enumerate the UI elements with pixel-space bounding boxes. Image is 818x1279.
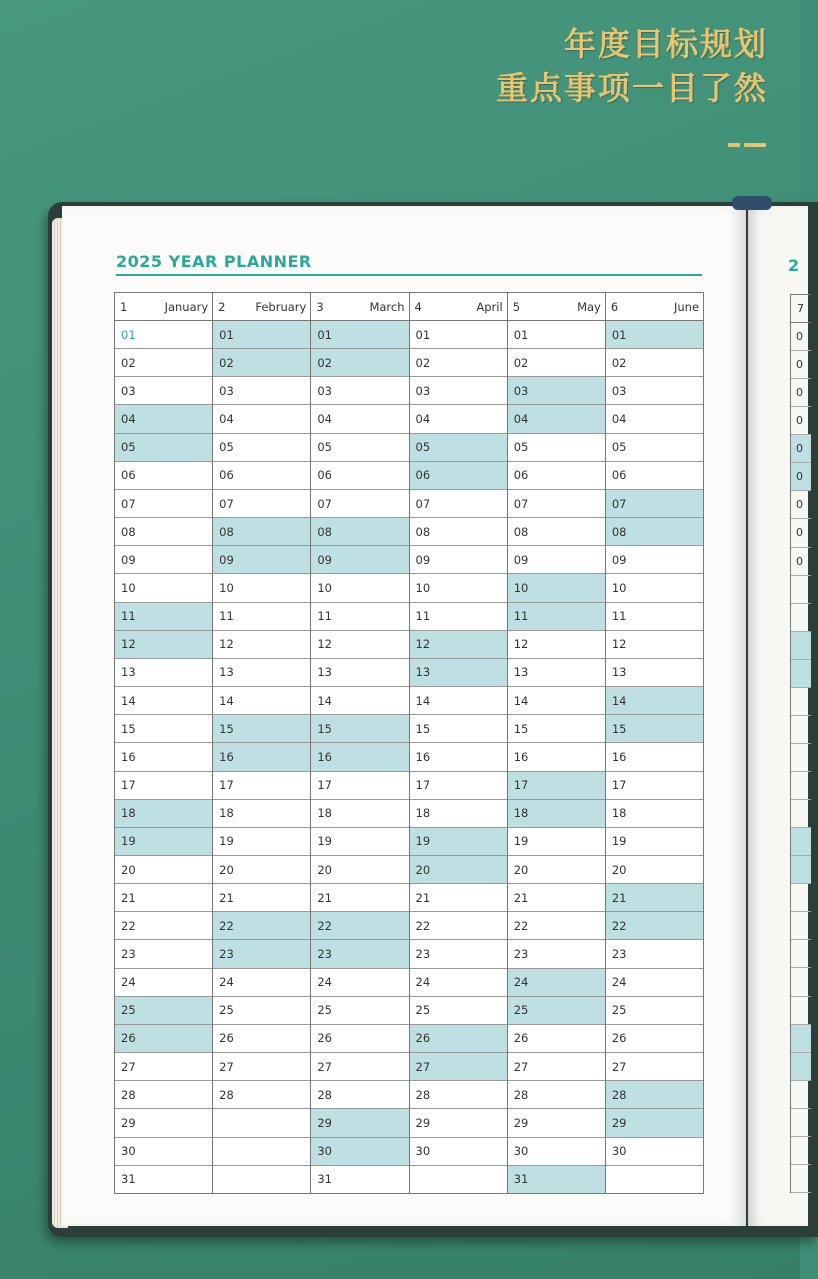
- day-cell[interactable]: 07: [508, 490, 605, 518]
- month-number: 5: [512, 299, 521, 314]
- day-cell[interactable]: 17: [311, 772, 408, 800]
- month-name: June: [673, 299, 700, 314]
- day-cell[interactable]: 11: [311, 603, 408, 631]
- right-page-day-cell: 0: [791, 351, 811, 379]
- month-number: 6: [610, 299, 619, 314]
- day-cell[interactable]: 05: [508, 434, 605, 462]
- right-page-day-cell: 0: [791, 323, 811, 351]
- day-cell[interactable]: 30: [606, 1138, 703, 1166]
- day-cell[interactable]: 12: [410, 631, 507, 659]
- day-cell[interactable]: 25: [606, 997, 703, 1025]
- day-cell[interactable]: 25: [311, 997, 408, 1025]
- day-cell[interactable]: 27: [115, 1053, 212, 1081]
- day-cell[interactable]: 07: [606, 490, 703, 518]
- right-page-day-cell: [791, 1137, 811, 1165]
- day-cell[interactable]: 17: [508, 772, 605, 800]
- title-underline: [116, 274, 702, 276]
- day-cell[interactable]: 03: [410, 377, 507, 405]
- day-cell[interactable]: 01: [213, 321, 310, 349]
- planner-title: 2025 YEAR PLANNER: [116, 252, 312, 271]
- day-cell[interactable]: 19: [410, 828, 507, 856]
- day-cell[interactable]: 24: [508, 969, 605, 997]
- day-cell[interactable]: 08: [115, 518, 212, 546]
- day-cell[interactable]: 28: [311, 1081, 408, 1109]
- right-page-day-cell: [791, 1053, 811, 1081]
- day-cell[interactable]: 09: [606, 546, 703, 574]
- day-cell[interactable]: 01: [311, 321, 408, 349]
- day-cell[interactable]: 09: [213, 546, 310, 574]
- day-cell[interactable]: 16: [213, 743, 310, 771]
- right-page-day-cell: [791, 660, 811, 688]
- day-cell[interactable]: [213, 1166, 310, 1193]
- day-cell[interactable]: 01: [606, 321, 703, 349]
- day-cell[interactable]: 18: [508, 800, 605, 828]
- day-cell[interactable]: 22: [115, 912, 212, 940]
- day-cell[interactable]: 26: [115, 1025, 212, 1053]
- day-cell[interactable]: 12: [311, 631, 408, 659]
- day-cell[interactable]: 01: [508, 321, 605, 349]
- day-cell[interactable]: 02: [606, 349, 703, 377]
- month-name: April: [476, 299, 503, 314]
- day-cell[interactable]: 22: [213, 912, 310, 940]
- month-column-april: [410, 293, 508, 1193]
- day-cell[interactable]: 15: [508, 715, 605, 743]
- day-cell[interactable]: 02: [311, 349, 408, 377]
- day-cell[interactable]: 05: [213, 434, 310, 462]
- month-name: March: [369, 299, 405, 314]
- day-cell[interactable]: 31: [317, 1172, 332, 1187]
- month-column-june: [606, 293, 703, 1193]
- month-column-may: [508, 293, 606, 1193]
- day-cell[interactable]: 28: [508, 1081, 605, 1109]
- day-cell[interactable]: 25: [508, 997, 605, 1025]
- dash-short: [728, 143, 740, 147]
- month-column-february: [213, 293, 311, 1193]
- day-cell[interactable]: 02: [213, 349, 310, 377]
- day-cell[interactable]: 15: [606, 715, 703, 743]
- day-cell[interactable]: 03: [115, 377, 212, 405]
- day-cell[interactable]: 16: [606, 743, 703, 771]
- day-cell[interactable]: 26: [508, 1025, 605, 1053]
- day-cell[interactable]: 27: [213, 1053, 310, 1081]
- headline-line-2: 重点事项一目了然: [495, 69, 768, 107]
- day-cell[interactable]: 07: [311, 490, 408, 518]
- day-cell[interactable]: 03: [606, 377, 703, 405]
- day-cell[interactable]: 27: [508, 1053, 605, 1081]
- right-page-day-cell: [791, 968, 811, 996]
- day-cell[interactable]: 18: [115, 800, 212, 828]
- day-cell[interactable]: 13: [311, 659, 408, 687]
- day-cell[interactable]: 10: [115, 574, 212, 602]
- right-page-day-cell: 0: [791, 435, 811, 463]
- right-page-day-cell: 0: [791, 491, 811, 519]
- day-cell[interactable]: 05: [311, 434, 408, 462]
- day-cell[interactable]: 22: [311, 912, 408, 940]
- month-header: [115, 293, 212, 321]
- right-page-day-cell: [791, 1165, 811, 1193]
- headline-line-1: 年度目标规划: [563, 25, 768, 63]
- day-cell[interactable]: 21: [311, 884, 408, 912]
- day-cell[interactable]: 23: [311, 940, 408, 968]
- day-cell[interactable]: 22: [508, 912, 605, 940]
- day-cell[interactable]: 24: [213, 969, 310, 997]
- day-cell[interactable]: 22: [410, 912, 507, 940]
- decorative-dashes: [728, 143, 766, 149]
- right-page-day-cell: [791, 744, 811, 772]
- day-cell[interactable]: 02: [410, 349, 507, 377]
- right-page-day-cell: [791, 800, 811, 828]
- month-name: May: [577, 299, 601, 314]
- day-cell[interactable]: 26: [311, 1025, 408, 1053]
- day-cell[interactable]: 04: [410, 405, 507, 433]
- month-header: [213, 293, 310, 321]
- day-cell[interactable]: 01: [410, 321, 507, 349]
- day-cell[interactable]: 06: [606, 462, 703, 490]
- day-cell[interactable]: 11: [115, 603, 212, 631]
- day-cell[interactable]: 16: [410, 743, 507, 771]
- day-cell[interactable]: 28: [213, 1081, 310, 1109]
- day-cell[interactable]: 18: [213, 800, 310, 828]
- day-cell[interactable]: 27: [606, 1053, 703, 1081]
- right-page-day-cell: [791, 1025, 811, 1053]
- day-cell[interactable]: 25: [115, 997, 212, 1025]
- day-cell[interactable]: 12: [213, 631, 310, 659]
- day-cell[interactable]: 24: [410, 969, 507, 997]
- day-cell[interactable]: 28: [115, 1081, 212, 1109]
- right-page-day-cell: [791, 828, 811, 856]
- right-page-day-cell: [791, 912, 811, 940]
- right-page-day-cell: [791, 1081, 811, 1109]
- day-cell[interactable]: 11: [410, 603, 507, 631]
- day-cell[interactable]: 02: [115, 349, 212, 377]
- month-header: [508, 293, 605, 321]
- day-cell[interactable]: 30: [508, 1138, 605, 1166]
- day-cell[interactable]: 10: [213, 574, 310, 602]
- day-cell[interactable]: 19: [508, 828, 605, 856]
- day-cell[interactable]: 14: [311, 687, 408, 715]
- month-column-march: [311, 293, 409, 1193]
- day-cell[interactable]: 05: [410, 434, 507, 462]
- day-cell[interactable]: 17: [606, 772, 703, 800]
- day-cell[interactable]: 15: [311, 715, 408, 743]
- day-cell[interactable]: 26: [606, 1025, 703, 1053]
- day-cell[interactable]: 05: [606, 434, 703, 462]
- day-cell[interactable]: 15: [213, 715, 310, 743]
- day-cell[interactable]: 23: [115, 940, 212, 968]
- day-cell[interactable]: 08: [508, 518, 605, 546]
- day-cell[interactable]: 29: [508, 1109, 605, 1137]
- day-cell[interactable]: 31: [121, 1172, 136, 1187]
- day-cell[interactable]: 28: [410, 1081, 507, 1109]
- day-cell[interactable]: 12: [606, 631, 703, 659]
- day-cell[interactable]: 10: [311, 574, 408, 602]
- month-header: [606, 293, 703, 321]
- day-cell[interactable]: 11: [213, 603, 310, 631]
- month-header: [410, 293, 507, 321]
- day-cell[interactable]: 09: [311, 546, 408, 574]
- day-cell[interactable]: 24: [606, 969, 703, 997]
- day-cell[interactable]: 06: [115, 462, 212, 490]
- day-cell[interactable]: 24: [115, 969, 212, 997]
- day-cell[interactable]: 11: [606, 603, 703, 631]
- day-cell[interactable]: 17: [213, 772, 310, 800]
- day-cell[interactable]: 03: [311, 377, 408, 405]
- month-number: 4: [414, 299, 422, 314]
- day-cell[interactable]: 20: [311, 856, 408, 884]
- day-cell[interactable]: 06: [311, 462, 408, 490]
- day-cell[interactable]: 16: [311, 743, 408, 771]
- day-cell[interactable]: 08: [311, 518, 408, 546]
- right-page-day-cell: [791, 940, 811, 968]
- day-cell[interactable]: 23: [213, 940, 310, 968]
- day-cell[interactable]: 28: [606, 1081, 703, 1109]
- day-cell[interactable]: 20: [410, 856, 507, 884]
- planner-grid: [114, 292, 704, 1194]
- right-page-day-cell: [791, 884, 811, 912]
- right-page-day-cell: 0: [791, 519, 811, 547]
- day-cell[interactable]: 07: [115, 490, 212, 518]
- day-cell[interactable]: [410, 1166, 507, 1193]
- day-cell[interactable]: 04: [115, 405, 212, 433]
- right-page-day-cell: [791, 632, 811, 660]
- day-cell[interactable]: 31: [508, 1166, 605, 1193]
- day-cell[interactable]: 13: [115, 659, 212, 687]
- month-column-january: [115, 293, 213, 1193]
- day-cell[interactable]: 10: [508, 574, 605, 602]
- day-cell[interactable]: 20: [606, 856, 703, 884]
- right-page-day-cell: [791, 688, 811, 716]
- day-cell[interactable]: 14: [410, 687, 507, 715]
- month-name: February: [255, 299, 307, 314]
- day-cell[interactable]: 21: [606, 884, 703, 912]
- day-cell[interactable]: 19: [311, 828, 408, 856]
- month-name: January: [164, 299, 209, 314]
- day-cell[interactable]: 23: [606, 940, 703, 968]
- day-cell[interactable]: 22: [606, 912, 703, 940]
- day-cell[interactable]: 07: [410, 490, 507, 518]
- day-cell[interactable]: 08: [606, 518, 703, 546]
- month-number: 1: [120, 299, 128, 314]
- day-cell[interactable]: 27: [311, 1053, 408, 1081]
- day-cell[interactable]: 10: [410, 574, 507, 602]
- month-number: 3: [316, 299, 324, 314]
- day-cell[interactable]: 29: [115, 1109, 212, 1137]
- dash-long: [744, 143, 766, 147]
- day-cell[interactable]: 19: [115, 828, 212, 856]
- day-cell[interactable]: 11: [508, 603, 605, 631]
- right-page-day-cell: [791, 576, 811, 604]
- day-cell[interactable]: 13: [410, 659, 507, 687]
- day-cell[interactable]: [606, 1166, 703, 1193]
- day-cell[interactable]: 04: [311, 405, 408, 433]
- day-cell[interactable]: 14: [606, 687, 703, 715]
- day-cell[interactable]: 09: [410, 546, 507, 574]
- right-page-day-cell: [791, 1109, 811, 1137]
- day-cell[interactable]: 25: [213, 997, 310, 1025]
- day-cell[interactable]: 05: [115, 434, 212, 462]
- right-page-day-cell: 0: [791, 407, 811, 435]
- day-cell[interactable]: 03: [213, 377, 310, 405]
- day-cell[interactable]: 07: [213, 490, 310, 518]
- right-page-day-cell: [791, 856, 811, 884]
- day-cell[interactable]: 03: [508, 377, 605, 405]
- day-cell[interactable]: 20: [213, 856, 310, 884]
- right-page-grid: [790, 294, 811, 1193]
- day-cell[interactable]: 26: [213, 1025, 310, 1053]
- day-cell[interactable]: 09: [115, 546, 212, 574]
- day-cell[interactable]: 13: [606, 659, 703, 687]
- day-cell[interactable]: 14: [213, 687, 310, 715]
- day-cell[interactable]: 12: [115, 631, 212, 659]
- day-cell[interactable]: 15: [410, 715, 507, 743]
- day-cell[interactable]: 16: [115, 743, 212, 771]
- day-cell[interactable]: 08: [410, 518, 507, 546]
- day-cell[interactable]: 27: [410, 1053, 507, 1081]
- day-cell[interactable]: 04: [508, 405, 605, 433]
- month-header: [311, 293, 408, 321]
- day-cell[interactable]: 30: [311, 1138, 408, 1166]
- day-cell[interactable]: 24: [311, 969, 408, 997]
- day-cell[interactable]: 02: [508, 349, 605, 377]
- headline: [496, 22, 768, 110]
- day-cell[interactable]: 06: [213, 462, 310, 490]
- right-page-day-cell: [791, 604, 811, 632]
- day-cell[interactable]: 14: [508, 687, 605, 715]
- day-cell[interactable]: 30: [115, 1138, 212, 1166]
- day-cell[interactable]: 18: [311, 800, 408, 828]
- day-cell[interactable]: 26: [410, 1025, 507, 1053]
- day-cell[interactable]: 10: [606, 574, 703, 602]
- day-cell[interactable]: 04: [213, 405, 310, 433]
- right-page-day-cell: 0: [791, 548, 811, 576]
- day-cell[interactable]: 19: [606, 828, 703, 856]
- day-cell[interactable]: 13: [508, 659, 605, 687]
- day-cell[interactable]: [213, 1109, 310, 1137]
- right-page-day-cell: [791, 997, 811, 1025]
- right-page-day-cell: [791, 772, 811, 800]
- day-cell[interactable]: 18: [410, 800, 507, 828]
- day-cell[interactable]: 17: [115, 772, 212, 800]
- day-cell[interactable]: 20: [508, 856, 605, 884]
- right-page-day-cell: [791, 716, 811, 744]
- day-cell[interactable]: 12: [508, 631, 605, 659]
- day-cell[interactable]: 20: [115, 856, 212, 884]
- day-cell[interactable]: 21: [115, 884, 212, 912]
- day-cell[interactable]: 23: [508, 940, 605, 968]
- day-cell[interactable]: 06: [508, 462, 605, 490]
- day-cell[interactable]: 29: [606, 1109, 703, 1137]
- right-page-day-cell: 0: [791, 463, 811, 491]
- day-cell[interactable]: 25: [410, 997, 507, 1025]
- day-cell[interactable]: 06: [410, 462, 507, 490]
- day-cell[interactable]: 21: [213, 884, 310, 912]
- day-cell[interactable]: 17: [410, 772, 507, 800]
- day-cell[interactable]: 19: [213, 828, 310, 856]
- day-cell[interactable]: 15: [115, 715, 212, 743]
- day-cell[interactable]: 01: [115, 321, 212, 349]
- day-cell[interactable]: [213, 1138, 310, 1166]
- day-cell[interactable]: 08: [213, 518, 310, 546]
- day-cell[interactable]: 16: [508, 743, 605, 771]
- day-cell[interactable]: 29: [410, 1109, 507, 1137]
- day-cell[interactable]: 04: [606, 405, 703, 433]
- right-page-header: 7: [791, 295, 811, 323]
- right-page-title: 2: [788, 256, 800, 275]
- ribbon-bookmark: [732, 196, 772, 210]
- day-cell[interactable]: 09: [508, 546, 605, 574]
- day-cell[interactable]: 13: [213, 659, 310, 687]
- day-cell[interactable]: 29: [311, 1109, 408, 1137]
- day-cell[interactable]: 14: [115, 687, 212, 715]
- day-cell[interactable]: 30: [410, 1138, 507, 1166]
- day-cell[interactable]: 21: [508, 884, 605, 912]
- month-number: 2: [218, 299, 226, 314]
- right-page-day-cell: 0: [791, 379, 811, 407]
- day-cell[interactable]: 21: [410, 884, 507, 912]
- day-cell[interactable]: 18: [606, 800, 703, 828]
- day-cell[interactable]: 23: [410, 940, 507, 968]
